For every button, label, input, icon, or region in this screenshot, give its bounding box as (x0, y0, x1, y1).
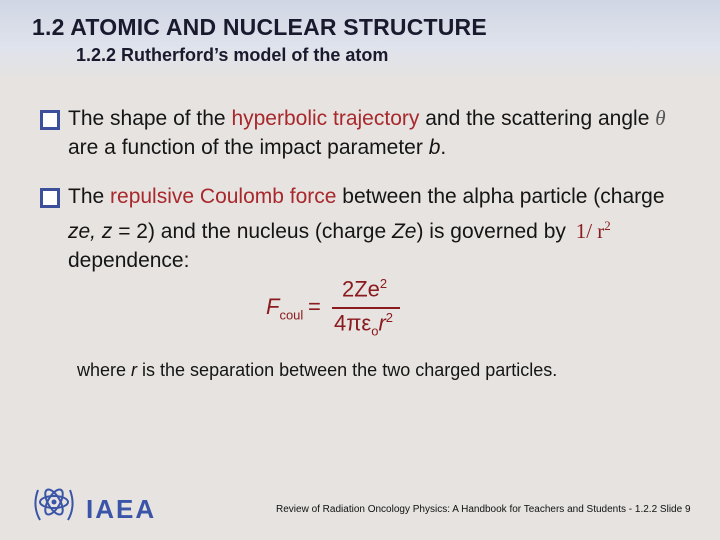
highlight-text: hyperbolic trajectory (231, 107, 420, 130)
iaea-logo-text: IAEA (86, 494, 157, 524)
checkbox-bullet-icon (40, 188, 60, 208)
inverse-square-formula: 1/ $r^2$ (575, 218, 611, 243)
bullet-text: The repulsive Coulomb force between the alpha particle (charge ze, z = 2) and the nucleus (charge Ze) is governed by 1/ $r^2$ dependence: (68, 185, 665, 272)
fraction-bar (332, 307, 400, 309)
checkbox-bullet-icon (40, 110, 60, 130)
separation-note: where r is the separation between the two charged particles. (77, 360, 558, 380)
bullet-text: The shape of the hyperbolic trajectory and the scattering angle θ are a function of the impact parameter b. (68, 106, 666, 159)
footer-citation: Review of Radiation Oncology Physics: A Handbook for Teachers and Students - 1.2.2 Slide 9 (276, 504, 691, 515)
bullet-trajectory (40, 104, 680, 162)
slide-title: 1.2 ATOMIC AND NUCLEAR STRUCTURE (32, 14, 487, 40)
slide-subtitle: 1.2.2 Rutherford’s model of the atom (76, 45, 389, 65)
highlight-text: repulsive Coulomb force (110, 185, 337, 208)
bullet-coulomb (40, 182, 680, 275)
coulomb-force-formula: $F_{coul}$ = $2Ze^2$ $4\pi\varepsilon_or^2$ (262, 276, 422, 346)
theta-symbol: θ (655, 106, 666, 130)
